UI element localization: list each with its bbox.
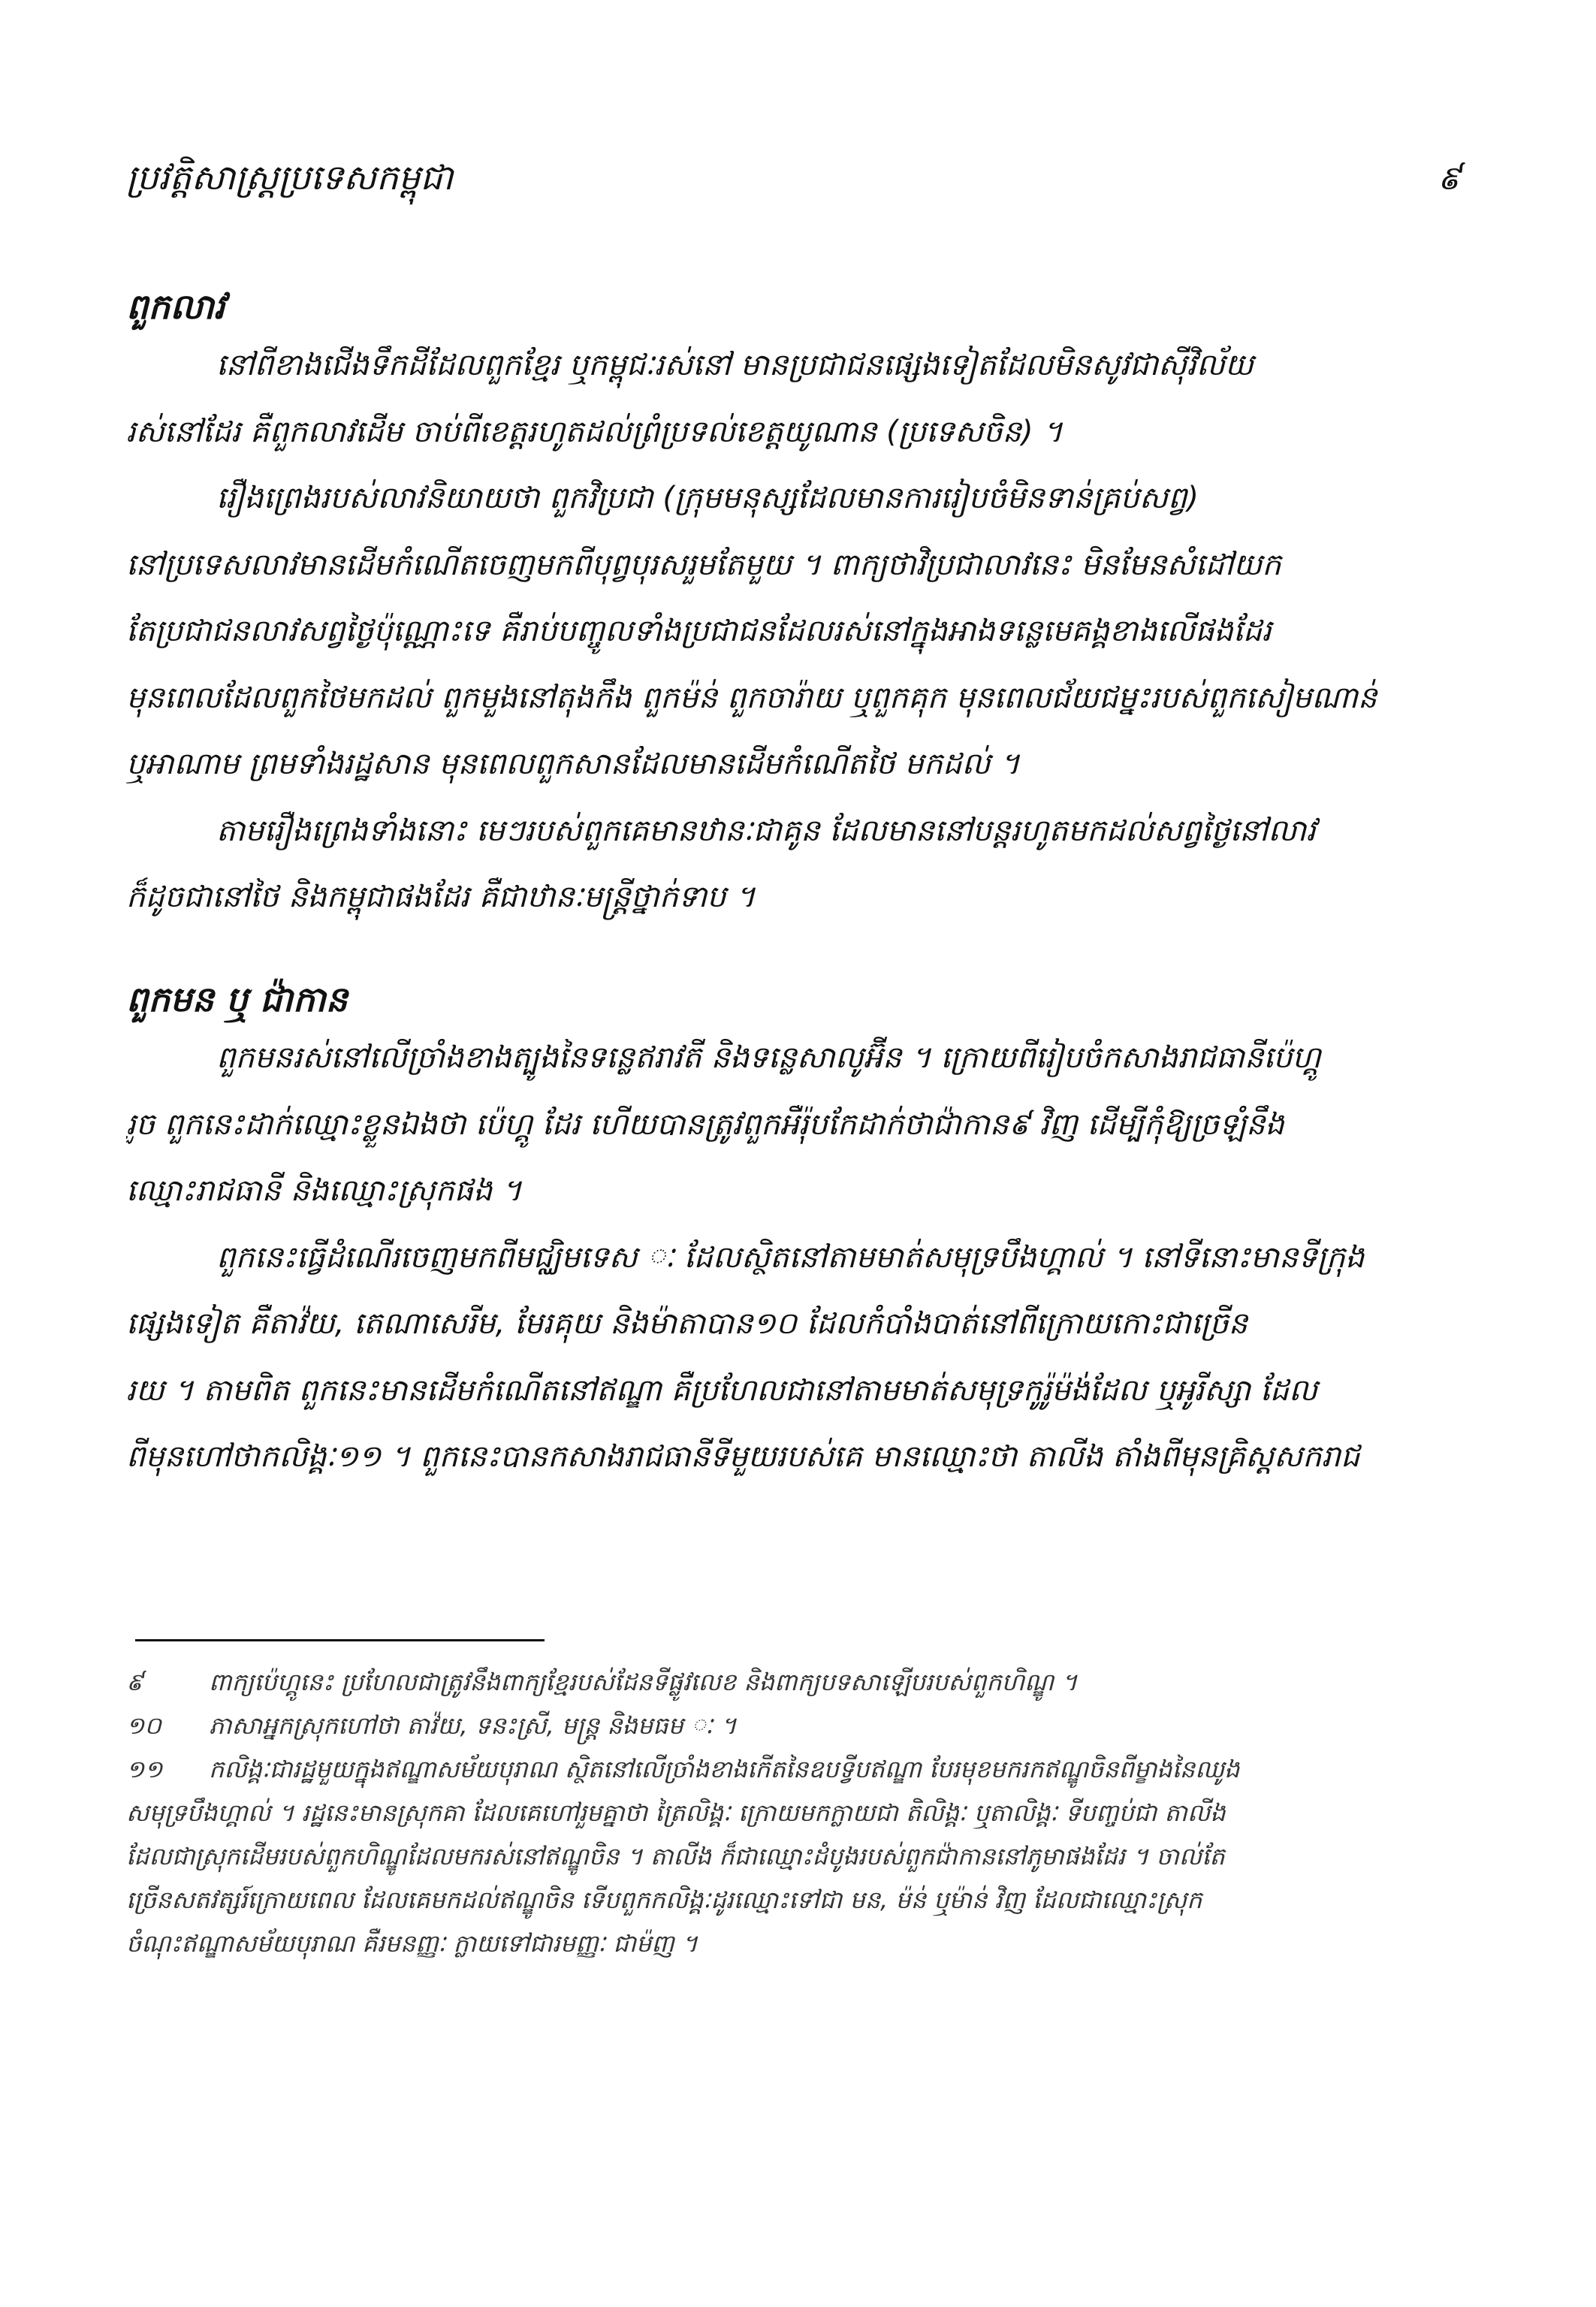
footnotes: [126, 1660, 1471, 1965]
paragraph-line: រឿងព្រេងរបស់លាវនិយាយថា ពួកវិប្រជា (ក្រុមមនុស្សដែលមានការរៀបចំមិនទាន់គ្រប់សព្វ): [216, 481, 1199, 515]
footnote-marker: ៩: [126, 1668, 143, 1696]
paragraph-line: ផ្សេងទៀត គឺតាវ៉យ, តេណាសេរីម, មែរគុយ និងម៉ាតាបាន១០ ដែលកំបាំងបាត់នៅពីក្រោយកោះជាច្រើន: [126, 1306, 1248, 1341]
footnote-11-continuation: ចំណុះឥណ្ឌាសម័យបុរាណ គឺរមនញ្ញៈ ក្លាយទៅជារមញ្ញៈ ជាម៉ញ ។: [126, 1929, 698, 1958]
section-heading-mon: ពួកមន ឬ ជ៉ាកាន: [126, 979, 348, 1019]
paragraph-line: ឬអាណាម ព្រមទាំងរដ្ឋសាន មុនពេលពួកសានដែលមានដើមកំណើតថៃ មកដល់ ។: [126, 747, 1020, 781]
section-body-mon: [126, 1025, 1471, 1490]
paragraph-line: ពីមុនហៅថាកលិង្គៈ១១ ។ ពួកនេះបានកសាងរាជធានីទីមួយរបស់គេ មានឈ្មោះថា តាលីង តាំងពីមុនគ្រិស្តសករាជ: [126, 1439, 1360, 1474]
paragraph-line: រយ ។ តាមពិត ពួកនេះមានដើមកំណើតនៅឥណ្ឌា គឺប្រហែលជានៅតាមមាត់សមុទ្រកូរ៉ូម៉ង់ដែល ឬអូរីស្សា ដែល: [126, 1372, 1318, 1408]
page-number: ៩: [1437, 159, 1461, 198]
paragraph-line: នៅប្រទេសលាវមានដើមកំណើតចេញមកពីបុព្វបុរសរួមតែមួយ ។ ពាក្យថាវិប្រជាលាវនេះ មិនមែនសំដៅយក: [126, 547, 1281, 582]
paragraph-line: តាមរឿងព្រេងទាំងនោះ មេៗរបស់ពួកគេមានឋានៈជាគូន ដែលមាននៅបន្តរហូតមកដល់សព្វថ្ងៃនៅលាវ: [216, 813, 1316, 848]
footnote-11: [126, 1747, 1471, 1791]
paragraph-line: ឈ្មោះរាជធានី និងឈ្មោះស្រុកផង ។: [126, 1173, 522, 1208]
paragraph-line: ក៏ដូចជានៅថៃ និងកម្ពុជាផងដែរ គឺជាឋានៈមន្ត្រីថ្នាក់ទាប ។: [126, 880, 756, 914]
footnote-marker: ១១: [126, 1755, 163, 1783]
footnote-10: [126, 1704, 1471, 1747]
footnote-marker: ១០: [126, 1711, 161, 1740]
section-body-lao: [126, 332, 1471, 931]
footnote-11-continuation: ដែលជាស្រុកដើមរបស់ពួកហិណ្ឌូដែលមករស់នៅឥណ្ឌូចិន ។ តាលីង ក៏ជាឈ្មោះដំបូងរបស់ពួកជ៉ាកាននៅភូមាផងដែរ ។ ចាល់តែ: [126, 1842, 1225, 1871]
footnote-11-continuation: សមុទ្របឹងហ្គាល់ ។ រដ្ឋនេះមានស្រុកគា ដែលគេហៅរួមគ្នាថា ត្រៃលិង្គៈ ក្រោយមកក្លាយជា តិលិង្គៈ ឬតាលិង្គៈ ទីបញ្ចប់ជា តាលីង: [126, 1798, 1226, 1827]
footnote-9: [126, 1660, 1471, 1704]
paragraph-line: ពួកនេះធ្វើដំណើរចេញមកពីមជ្ឈិមទេស ៈ ដែលស្ថិតនៅតាមមាត់សមុទ្របឹងហ្គាល់ ។ នៅទីនោះមានទីក្រុង: [216, 1240, 1365, 1275]
footnote-11-continuation: ច្រើនសតវត្សរ៍ក្រោយពេល ដែលគេមកដល់ឥណ្ឌូចិន ទើបពួកកលិង្គៈដូរឈ្មោះទៅជា មន, ម៉ន់ ឬម៉ាន់ វិញ ដែលជាឈ្មោះស្រុក: [126, 1886, 1202, 1914]
footnote-separator: [135, 1639, 545, 1641]
footnote-text: កលិង្គៈជារដ្ឋមួយក្នុងឥណ្ឌាសម័យបុរាណ ស្ថិតនៅលើច្រាំងខាងកើតនៃឧបទ្វីបឥណ្ឌា បែរមុខមករកឥណ្ឌូចិនពីម្ខាងនៃឈូង: [209, 1755, 1240, 1783]
footnote-text: ភាសាអ្នកស្រុកហៅថា តាវ៉យ, ទនះស្រី, មន្ត្រ និងមធម ៈ ។: [209, 1711, 737, 1740]
footnote-text: ពាក្យប៉េហ្គូនេះ ប្រហែលជាត្រូវនឹងពាក្យខ្មែរបស់ដែនទីផ្លូវលេខ និងពាក្យបទសាឡើបរបស់ពួកហិណ្ឌូ ។: [209, 1668, 1078, 1696]
paragraph-line: នៅពីខាងជើងទឹកដីដែលពួកខ្មែរ ឬកម្ពុជៈរស់នៅ មានប្រជាជនផ្សេងទៀតដែលមិនសូវជាស៊ីវិល័យ: [216, 348, 1254, 382]
paragraph-line: តែប្រជាជនលាវសព្វថ្ងៃប៉ុណ្ណោះទេ គឺរាប់បញ្ចូលទាំងប្រជាជនដែលរស់នៅក្នុងអាងទន្លេមេគង្គខាងលើផងដែរ: [126, 614, 1272, 648]
section-heading-lao: ពួកលាវ: [126, 286, 225, 327]
paragraph-line: រស់នៅដែរ គឺពួកលាវដើម ចាប់ពីខេត្តរហូតដល់ព្រំប្រទល់ខេត្តយូណាន (ប្រទេសចិន) ។: [126, 414, 1063, 449]
paragraph-line: មុនពេលដែលពួកថៃមកដល់ ពួកមួងនៅតុងកឹង ពួកម៉ន់ ពួកចារ៉ាយ ឬពួកគុក មុនពេលជ័យជម្នះរបស់ពួកសៀមណាន់: [126, 680, 1377, 715]
running-header-title: ប្រវត្តិសាស្ត្រប្រទេសកម្ពុជា: [126, 157, 454, 198]
paragraph-line: ពួកមនរស់នៅលើច្រាំងខាងត្បូងនៃទន្លេឥរាវតី និងទន្លេសាលូអ៊ីន ។ ក្រោយពីរៀបចំកសាងរាជធានីប៉េហ្គូ: [216, 1040, 1321, 1075]
paragraph-line: រួច ពួកនេះដាក់ឈ្មោះខ្លួនឯងថា ប៉េហ្គូ ដែរ ហើយបានត្រូវពួកអឺរ៉ុបកែដាក់ថាជ៉ាកាន៩ វិញ ដើម្បីកុំឱ្យច្រឡំនឹង: [126, 1107, 1284, 1142]
